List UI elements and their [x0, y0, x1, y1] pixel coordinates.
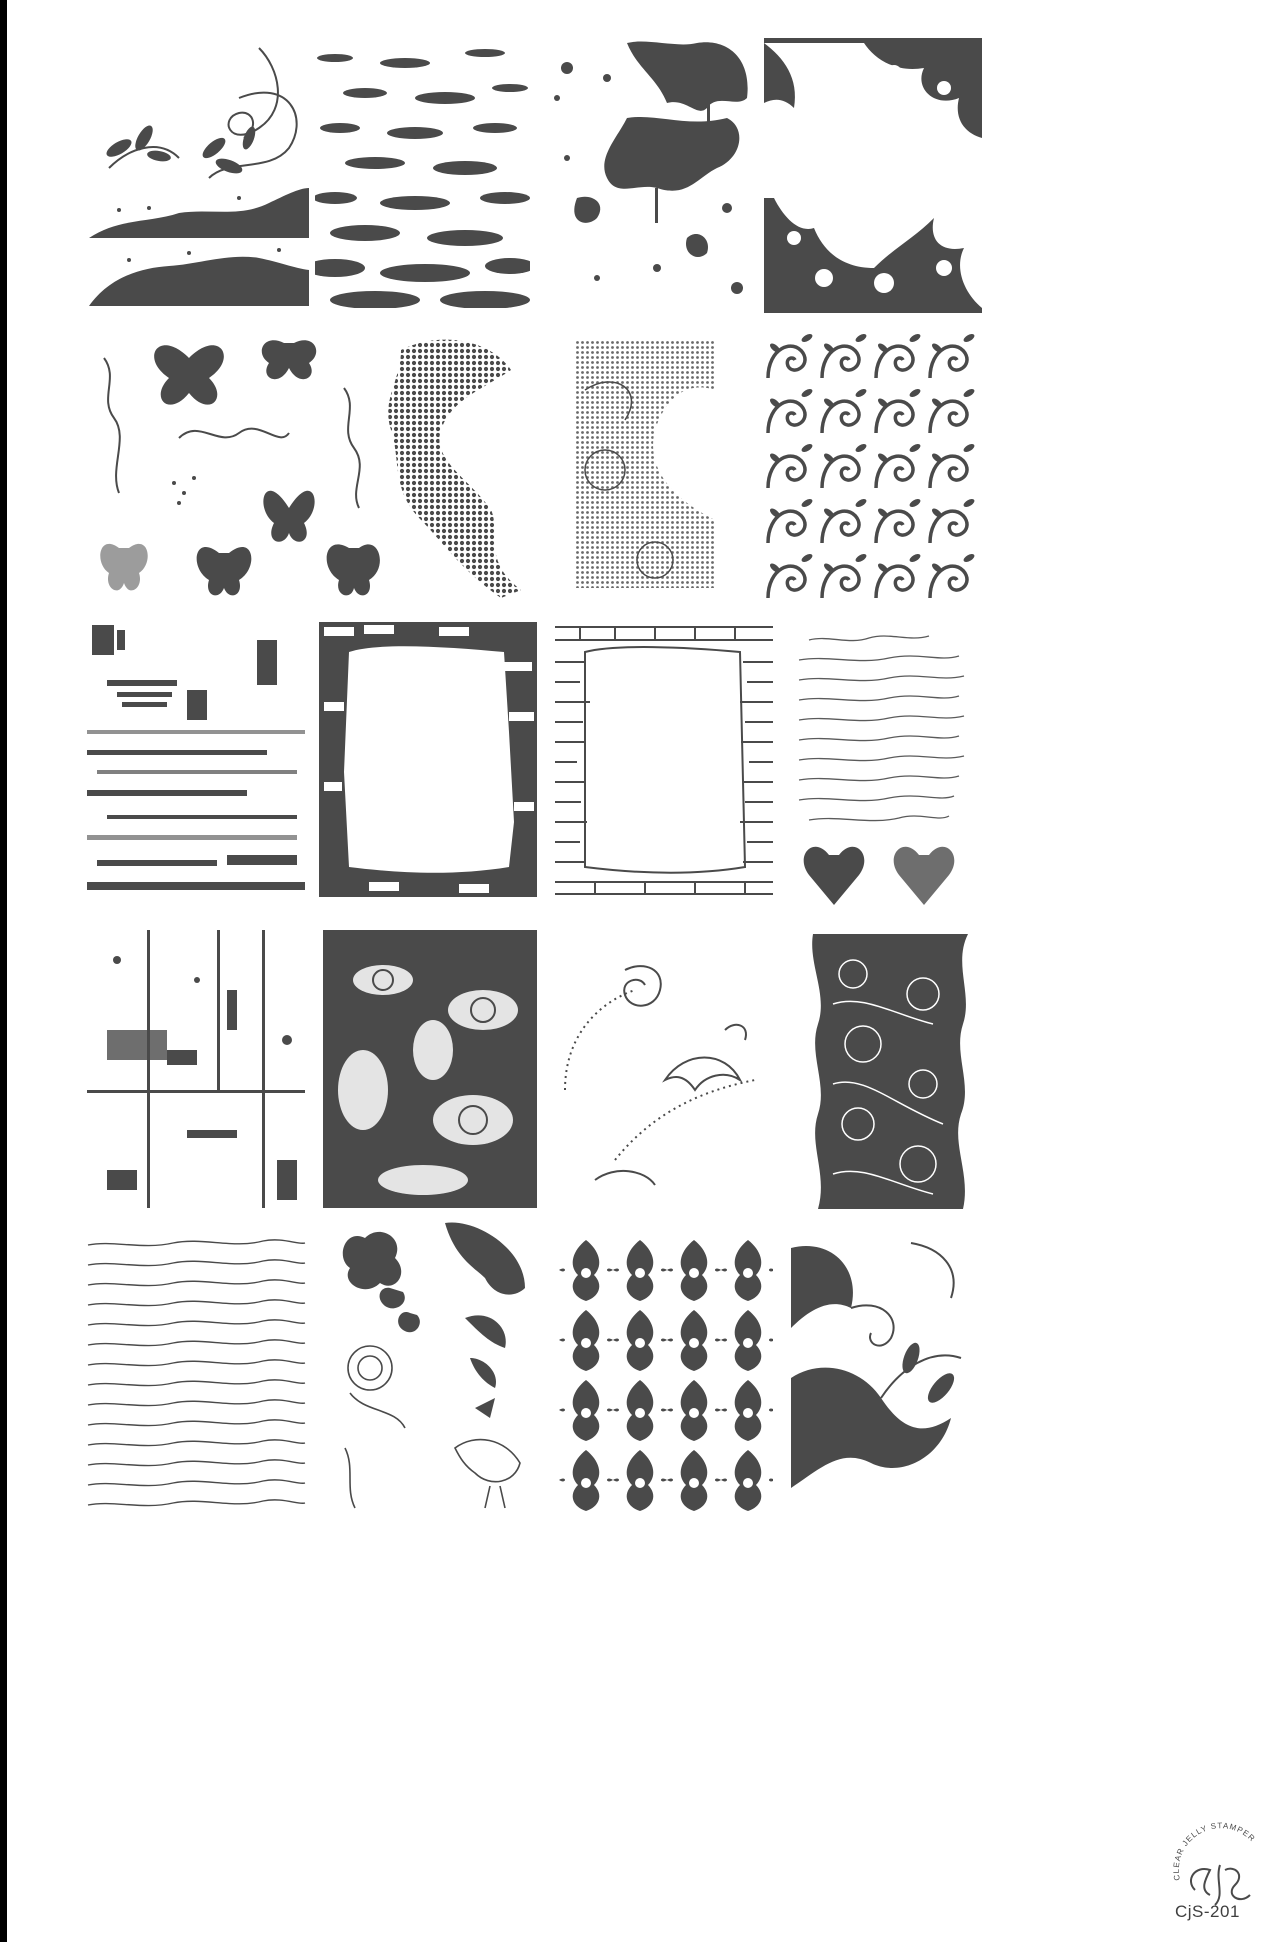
stamping-plate — [7, 0, 1281, 1942]
tile-roses-birds — [325, 1218, 539, 1518]
plate-code: CjS-201 — [1175, 1902, 1240, 1921]
tile-damask — [559, 1235, 773, 1517]
tile-baroque-corners — [764, 38, 982, 313]
tile-halftone-floral — [565, 330, 727, 598]
tile-butterflies — [89, 318, 381, 602]
brand-logo — [1165, 1810, 1275, 1910]
tile-weathered-wood — [87, 930, 305, 1208]
tile-water-ripples — [315, 38, 530, 308]
tile-halftone-wave — [381, 330, 533, 598]
tile-script-text — [83, 1235, 309, 1515]
tile-ink-splatter — [537, 38, 752, 308]
tile-grunge-paisley — [323, 930, 537, 1208]
tile-scroll-vines — [763, 328, 977, 603]
tile-paisley-lace — [803, 934, 975, 1209]
brand-name: CLEAR JELLY STAMPER — [1171, 1821, 1258, 1882]
tile-corner-flourishes — [791, 1238, 981, 1508]
tile-dotted-ornaments — [555, 930, 769, 1208]
tile-handwritten-letter — [789, 620, 979, 920]
tile-brick-frame-solid — [319, 622, 537, 897]
svg-text:CLEAR JELLY STAMPER — [1172, 1821, 1257, 1881]
tile-floral-swirls — [89, 38, 309, 308]
tile-distressed-newsprint — [87, 620, 305, 898]
tile-brick-frame-outline — [555, 622, 773, 897]
